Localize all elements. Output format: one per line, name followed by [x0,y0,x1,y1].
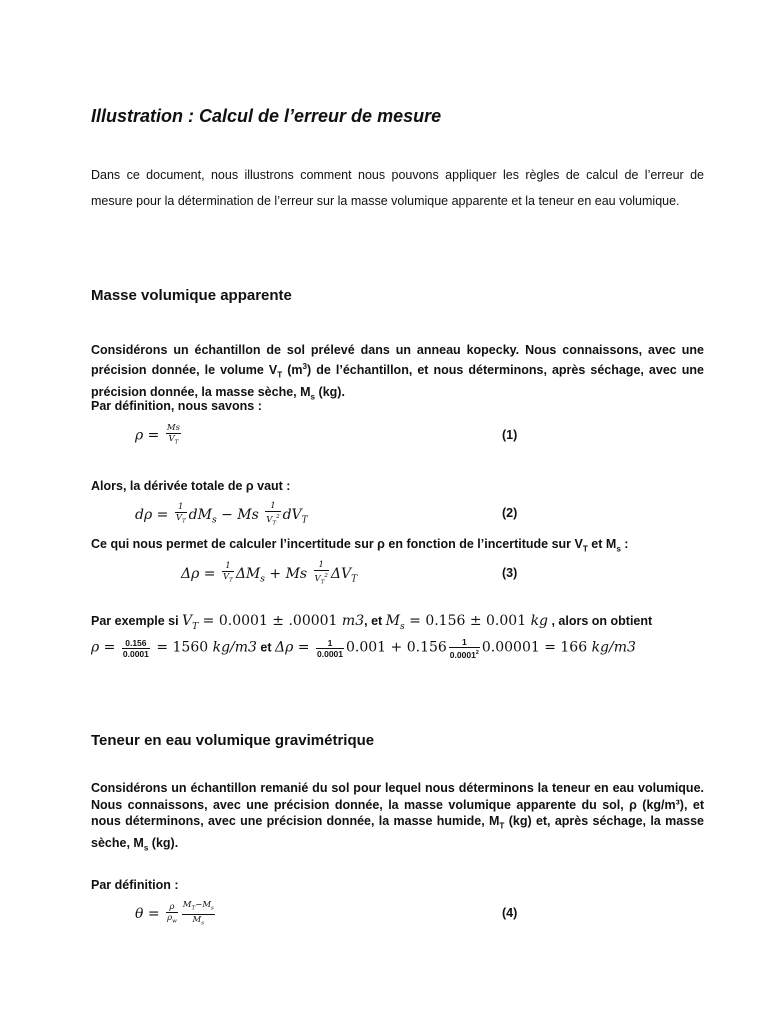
section1-para-a: Considérons un échantillon de sol prélevé dans un anneau kopecky. Nous connaissons, avec une précision donnée, le volume [91,343,704,377]
derivative-line: Alors, la dérivée totale de ρ vaut : [91,479,291,493]
unit-kgm3-1: kg/m [212,639,249,656]
drho-denominator-1: 0.0001 [317,648,343,659]
intro-paragraph: Dans ce document, nous illustrons comment nous pouvons appliquer les règles de calcul de l’erreur de mesure pour la détermination de l’erreur sur la masse volumique apparente et la teneur en eau volumique. [91,168,704,208]
equation-2-number: (2) [502,506,518,520]
section2-para-c: (kg). [148,836,179,850]
equation-3: Δρ = $\frac{1}{V_T}$ $\Delta M_s + Ms$ $\frac{1}{V_T^2}$ $\Delta V_T$ [181,560,358,586]
result-and: et [256,640,276,655]
definition-line-2: Par définition : [91,878,179,892]
ms-value: = 0.156 ± 0.001 [404,613,531,629]
section1-paragraph: Considérons un échantillon de sol prélevé dans un anneau kopecky. Nous connaissons, avec une précision donnée, le volume $V_T$ $(m^3)$ de l’échantillon, et nous déterminons, après séchage, avec une précision donnée, la masse sèche, $M_s$ (kg). [91,343,705,402]
unit-m3-1: m [341,613,356,629]
section-heading-masse-volumique: Masse volumique apparente [91,287,292,304]
drho-terms: 0.001 + 0.156 [346,639,447,656]
section-heading-teneur-en-eau: Teneur en eau volumique gravimétrique [91,732,375,749]
drho-tail: 0.00001 = 166 [481,639,592,656]
equation-4: θ = $\frac{\rho}{\rho_w}$ $\frac{M_T-M_s}{M_s}$ [135,900,214,927]
equation-4-number: (4) [502,906,518,920]
uncertainty-text-c: : [620,537,629,551]
equation-3-number: (3) [502,566,518,580]
section1-para-b: de l’échantillon, et nous déterminons, après séchage, avec une précision donnée, la masse sèche, [91,362,705,399]
result-line: ρ = $\frac{0.156}{0.0001}$ = 1560 kg/m3 et Δρ = $\frac{1}{0.0001}$ 0.001 + 0.156 $\frac{1}{0.0001^2}$ 0.00001 = 166 kg/m3 [91,637,636,660]
example-text-c: , alors on obtient [548,614,653,628]
rho-result: = 1560 [151,639,213,656]
drho-denominator-2: 0.0001 [449,649,476,660]
example-text-a: Par exemple si [91,614,183,628]
section1-para-c: (kg). [315,384,345,399]
section2-para-b: (kg) et, après séchage, la masse sèche, [91,814,705,850]
example-line: Par exemple si $V_T = 0.0001 \pm .00001$ m3, et $M_s = 0.156 \pm 0.001$ kg , alors on obtient [91,613,653,632]
equation-1: ρ = $\frac{Ms}{V_T}$ [135,423,180,446]
vt-value: = 0.0001 ± .00001 [198,613,342,629]
page-title: Illustration : Calcul de l’erreur de mesure [91,106,442,126]
unit-kgm3-2: kg/m [591,639,628,656]
example-text-b: , et [364,614,386,628]
section2-para-a: Considérons un échantillon remanié du sol pour lequel nous déterminons la teneur en eau volumique. Nous connaissons, avec une précision donnée, la masse volumique apparente du sol, ρ (kg/m³), et nous déterminons, avec une précision donnée, la masse humide, [91,781,704,828]
rho-denominator: 0.0001 [122,648,149,659]
definition-line-1: Par définition, nous savons : [91,399,262,413]
section2-paragraph: Considérons un échantillon remanié du sol pour lequel nous déterminons la teneur en eau volumique. Nous connaissons, avec une précision donnée, la masse volumique apparente du sol, ρ (kg/m³), et nous déterminons, avec une précision donnée, la masse humide, $M_T$ (kg) et, après séchage, la masse sèche, $M_s$ (kg). [91,781,705,853]
unit-kg: kg [530,613,549,629]
uncertainty-text-a: Ce qui nous permet de calculer l’incertitude sur ρ en fonction de l’incertitude sur [91,537,575,551]
equation-2: dρ = $\frac{1}{V_T}$ $dM_s - Ms$ $\frac{1}{V_T^2}$ $dV_T$ [135,501,308,527]
rho-numerator: 0.156 [122,638,150,649]
uncertainty-line: Ce qui nous permet de calculer l’incertitude sur ρ en fonction de l’incertitude sur $V_T$ et $M_s$ : [91,537,629,554]
uncertainty-text-b: et [587,537,606,551]
equation-1-number: (1) [502,428,518,442]
